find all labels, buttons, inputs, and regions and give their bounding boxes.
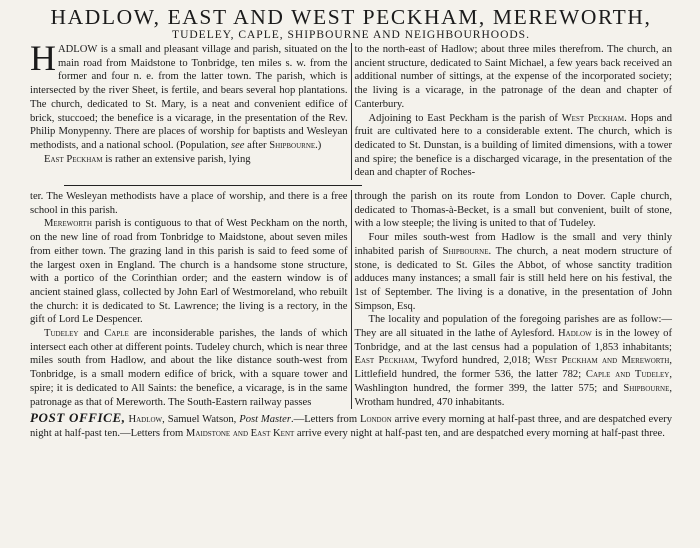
pop-text-d: , Littlefield hundred, the former 536, the latter 782; (354, 355, 672, 381)
west-peckham-intro: Adjoining to East Peckham is the parish of (368, 112, 562, 124)
post-office-place: Hadlow (128, 414, 163, 426)
west-peckham-ref: West Peckham (561, 112, 625, 124)
top-right-column (355, 43, 673, 180)
pop-west-peckham: West Peckham and Mereworth (534, 355, 670, 367)
and-text: and (78, 328, 105, 340)
post-london: London (359, 414, 392, 426)
bottom-section (30, 190, 672, 409)
east-peckham-lead: East Peckham (44, 153, 103, 165)
shipbourne-intro: Four miles south-west from Hadlow is the small and very thinly inhabited parish of (354, 232, 672, 257)
top-left-column (30, 38, 348, 180)
population-paragraph (355, 313, 673, 409)
pop-intro: The locality and population of the foregoing parishes are as follow:—They are all situated in the lathe of Aylesford. (354, 314, 672, 340)
pop-text-c: , Twyford hundred, 2,018; (414, 355, 535, 367)
railway-continued: through the parish on its route from London to Dover. Caple church, dedicated to Thomas-à-Becket, is a small but convenient, built of stone, with a low steeple; the living is united to that of Tudeley. (354, 191, 672, 230)
post-master-name: , Samuel Watson, (162, 414, 240, 426)
shipbourne-text: . The church, a neat modern structure of stone, is dedicated to St. Giles the Abbot, of whose sanctity tradition adduces many instances; a small fair is still held here on his festival, the 1st of September. The living is a donative, in the presentation of John Simpson, Esq. (354, 245, 672, 312)
pop-hadlow: Hadlow (558, 328, 592, 340)
section-rule (64, 185, 362, 186)
column-divider-top (351, 43, 352, 180)
see-ref: see (230, 139, 245, 151)
mereworth-text: parish is contiguous to that of West Peckham on the north, on the new line of road from Tonbridge to Maidstone, about seven miles from either town. The grazing land in this parish is said to feed some of the largest oxen in England. The church is a handsome stone structure, with a portico of the Corinthian order; and the eastern window is of ancient stained glass, collected by John Earl of Westmoreland, who rebuilt the church: it is dedicated to St. Lawrence; the living is a rectory, in the gift of Lord Le Despencer. (30, 218, 348, 326)
after-text: after (244, 139, 270, 151)
bottom-right-column (355, 190, 673, 409)
east-peckham-text: is rather an extensive parish, lying (102, 153, 251, 165)
mereworth-paragraph (30, 217, 348, 327)
east-peckham-paragraph (30, 153, 348, 167)
pop-shipbourne: Shipbourne (623, 382, 670, 394)
post-office-notice (30, 411, 672, 440)
post-office-label: POST OFFICE, (30, 410, 126, 426)
rochester-continued: ter. The Wesleyan methodists have a place of worship, and there is a free school in this parish. (30, 191, 348, 216)
mereworth-lead: Mereworth (44, 218, 92, 230)
post-maidstone: Maidstone and East Kent (185, 427, 295, 439)
pop-text-b: is in the lowey of Tonbridge, and at the last census had a population of 1,853 inhabitants; (354, 328, 672, 353)
column-divider-bottom (351, 190, 352, 409)
post-master-role: Post Master (239, 414, 291, 426)
tudeley-text: are inconsiderable parishes, the lands of which intersect each other at different points. Tudeley church, which is near three miles south from Hadlow, and about the like distance south-west from Tonbridge, is a small modern edifice of brick, with a square tower and spire; it is dedicated to All Saints: the benefice, a vicarage, is in the same patronage as that of Mereworth. The South-Eastern railway passes (30, 328, 348, 408)
pop-text-f: , Wrotham hundred, 470 inhabitants. (354, 382, 672, 408)
post-text-1: .—Letters from (290, 414, 360, 426)
bottom-left-column (30, 190, 348, 409)
tudeley-lead: Tudeley (44, 328, 79, 340)
east-peckham-continued: to the north-east of Hadlow; about three miles therefrom. The church, an ancient structure, dedicated to Saint Michael, a few years back received an additional number of sittings, at the expense of the incorporated society; the living is a vicarage, in the patronage of the dean and chapter of Canterbury. (354, 44, 672, 110)
west-peckham-paragraph (355, 112, 673, 181)
west-peckham-text: . Hops and fruit are cultivated here to a considerable extent. The church, which is dedicated to St. Dunstan, is a building of limited dimensions, with a tower and spire; the benefice is a discharged vicarage, in the presentation of the dean and chapter of Roches- (354, 112, 672, 179)
hadlow-paragraph (30, 38, 348, 153)
rule-spacer (30, 180, 672, 188)
shipbourne-name: Shipbourne (442, 245, 489, 257)
drop-cap: H (30, 38, 56, 78)
post-text-2: arrive every morning at half-past three, and are despatched every night at half-past ten.—Letters from (30, 414, 673, 439)
pop-east-peckham: East Peckham (354, 355, 415, 367)
paren-end: .) (315, 139, 322, 151)
hadlow-text: is a small and pleasant village and parish, situated on the main road from Maidstone to Tonbridge, ten miles s. w. from the former and four n. e. from the latter town. The parish, which is intersected by the river Sheet, is fertile, and bears several hop plantations. The church, dedicated to St. Mary, is a neat and convenient edifice of brick, stuccoed; the benefice is a vicarage, in the presentation of the Rev. Philip Monypenny. There are places of worship for baptists and Wesleyan methodists, and a national school. (Population, (30, 44, 348, 151)
post-text-3: arrive every night at half-past ten, and are despatched every morning at half-past three. (294, 427, 665, 439)
page-subtitle: TUDELEY, CAPLE, SHIPBOURNE AND NEIGHBOURHOODS. (172, 29, 530, 41)
tudeley-paragraph (30, 327, 348, 409)
shipbourne-paragraph (355, 231, 673, 313)
caple-lead: Caple (104, 328, 129, 340)
hadlow-lead: ADLOW (58, 44, 98, 55)
pop-text-e: , Washlington hundred, the former 399, the latter 575; and (354, 369, 672, 394)
pop-caple: Caple and Tudeley (585, 369, 670, 381)
directory-page (30, 0, 672, 441)
page-title: HADLOW, EAST AND WEST PECKHAM, MEREWORTH, (50, 5, 652, 29)
shipbourne-ref: Shipbourne (269, 139, 316, 151)
top-section (30, 38, 672, 180)
